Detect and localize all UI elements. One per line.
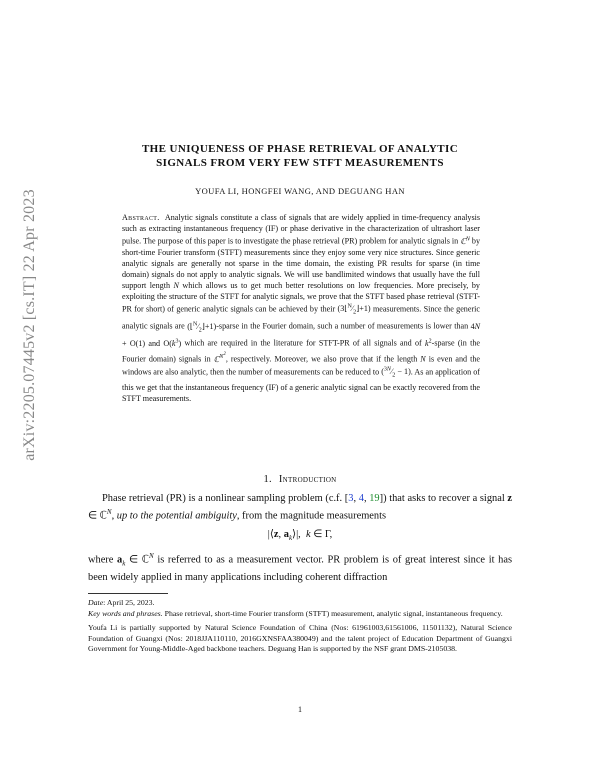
abstract-text-10: . As an application of this we get that the instantaneous frequency (IF) of a generic analytic signal can be exactly recovered from the STFT measurements. — [122, 367, 480, 403]
intro-text-5: is referred to as a measurement vector. PR problem is of great interest since it has been widely applied in many applications including coherent diffraction — [88, 554, 512, 584]
citation-link[interactable]: 19 — [369, 493, 380, 504]
intro-text-3: up to the potential ambiguity — [116, 510, 237, 522]
date-value: : April 25, 2023. — [103, 598, 155, 607]
citation-link[interactable]: 3 — [348, 493, 354, 504]
keywords-label: Key words and phrases. — [88, 608, 163, 618]
footnote-funding: Youfa Li is partially supported by Natural Science Foundation of China (Nos: 61961003,61561006, 11501132), Natural Science Foundation of Guangxi (Nos: 2018JJA110110, 2016GXNSFAA380049) and the talent project of Education Department of Guangxi Government for Young-Middle-Aged backbone teachers. Deguang Han is supported by the NSF grant DMS-2105038. — [88, 623, 512, 654]
footnotes — [88, 598, 512, 655]
section-title: Introduction — [278, 474, 337, 485]
arxiv-stamp-text: arXiv:2205.07445v2 [cs.IT] 22 Apr 2023 — [21, 189, 38, 461]
page-number: 1 — [298, 705, 302, 714]
date-label: Date — [88, 598, 104, 607]
abstract-text-2: by short-time Fourier transform (STFT) measurements since they enjoy some very nice structures. Since generic analytic signals are generally not sparse in the time domain, the existing PR results for sparse (in time domain) signals do not apply to analytic signals. We will use bandlimited windows that usually have the full support length — [122, 236, 480, 290]
footnote-keywords — [88, 609, 512, 620]
abstract-text-9: is even and the windows are also analytic, then the number of measurements can be reduced to — [122, 354, 480, 377]
abstract-text-7: -sparse (in the Fourier domain) signals in — [122, 338, 480, 364]
intro-text-2: ) that asks to recover a signal — [383, 493, 505, 504]
abstract-text-1: Analytic signals constitute a class of signals that are widely applied in time-frequency analysis such as extracting instantaneous frequency (IF) or phase derivative in the characterization of ultrashort laser pulse. The purpose of this paper is to investigate the phase retrieval (PR) problem for analytic signals in — [122, 213, 481, 246]
abstract-text-3: which allows us to get much better resolutions on low frequencies. More precisely, by exploiting the structure of the STFT for analytic signals, we prove that the STFT based phase retrieval (STFT-PR for short) of generic analytic signals can be achieved by their — [122, 280, 480, 314]
abstract-text-8: , respectively. Moreover, we also prove that if the length — [225, 354, 418, 364]
measurement-formula: |⟨z, $a_k⟩|$, k ∈ Γ, — [267, 528, 333, 542]
intro-text-1: Phase retrieval (PR) is a nonlinear sampling problem (c.f. — [102, 493, 343, 504]
author-list: YOUFA LI, HONGFEI WANG, AND DEGUANG HAN — [195, 186, 405, 196]
abstract-label: Abstract. — [122, 213, 160, 222]
citation-link[interactable]: 4 — [358, 493, 364, 504]
section-number: 1. — [263, 474, 272, 485]
footnote-divider — [88, 593, 168, 594]
footnote-date — [88, 598, 512, 609]
paper-title — [0, 142, 600, 170]
title-line-2: SIGNALS FROM VERY FEW STFT MEASUREMENTS — [156, 157, 444, 169]
intro-text-4: , from the magnitude measurements — [236, 510, 387, 522]
title-line-1: THE UNIQUENESS OF PHASE RETRIEVAL OF ANALYTIC — [141, 143, 459, 155]
intro-paragraph: Phase retrieval (PR) is a nonlinear sampling problem (c.f. [3, 4, 19]) that asks to recover a signal z ∈ ℂ$^N$, up to the potential ambiguity, from the magnitude measurements — [88, 493, 513, 522]
section-heading — [0, 474, 600, 485]
introduction-body — [88, 492, 512, 585]
keywords-value: Phase retrieval, short-time Fourier transform (STFT) measurement, analytic signal, instantaneous frequency. — [164, 608, 503, 618]
abstract-text-6: which are required in the literature for STFT-PR of all signals and of — [184, 338, 422, 348]
intro-paragraph-cont: where $a_k$ ∈ ℂ$^N$ is referred to as a measurement vector. PR problem is of great interest since it has been widely applied in many applications including coherent diffraction — [88, 552, 512, 584]
abstract-text-5: -sparse in the Fourier domain, such a number of measurements is lower than — [216, 321, 469, 331]
abstract: Abstract. Analytic signals constitute a class of signals that are widely applied in time-frequency analysis such as extracting instantaneous frequency (IF) or phase derivative in the characterization of ultrashort laser pulse. The purpose of this paper is to investigate the phase retrieval (PR) problem for analytic signals in ℂ$^N$ by short-time Fourier transform (STFT) measurements since they enjoy some very nice structures. Since generic analytic signals are generally not sparse in the time domain, the existing PR results for sparse (in time domain) signals do not apply to analytic signals. We will use bandlimited windows that usually have the full support length N which allows us to get much better resolutions on low frequencies. More precisely, by exploiting the structure of the STFT for analytic signals, we prove that the STFT based phase retrieval (STFT-PR for short) of generic analytic signals can be achieved by their $(3⌊^N⁄_2⌋+1)$ measurements. Since the generic analytic signals are $(⌊^N⁄_2⌋+1)$-sparse in the Fourier domain, such a number of measurements is lower than 4N + O(1) and $O(k^3)$ which are required in the literature for STFT-PR of all signals and of $k^2$-sparse (in the Fourier domain) signals in ℂ$^{N^2}$, respectively. Moreover, we also prove that if the length N is even and the windows are also analytic, then the number of measurements can be reduced to $(^{3N}⁄_2 - 1)$. As an application of this we get that the instantaneous frequency (IF) of a generic analytic signal can be exactly recovered from the STFT measurements. — [122, 213, 481, 403]
abstract-text-4: measurements. Since the generic analytic signals are — [122, 304, 480, 331]
